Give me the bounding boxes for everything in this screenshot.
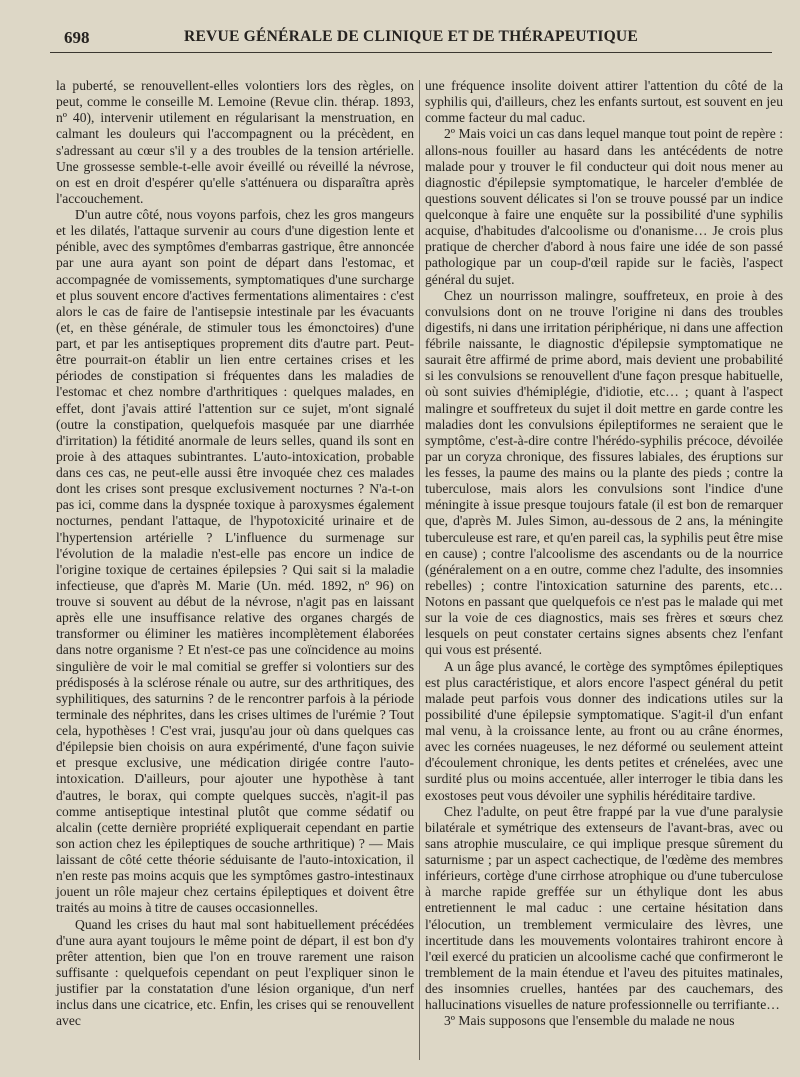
paragraph: une fréquence insolite doivent attirer l'attention du côté de la syphilis qui, d'ailleurs, chez les enfants surtout, est souvent en jeu comme facteur du mal caduc.	[425, 78, 783, 126]
running-title: REVUE GÉNÉRALE DE CLINIQUE ET DE THÉRAPEUTIQUE	[183, 28, 638, 45]
paragraph: Chez un nourrisson malingre, souffreteux, en proie à des convulsions dont on ne trouve l'origine ni dans des troubles digestifs, ni dans une irritation périphérique, ni dans une affection fébrile naissante, le diagnostic d'épilepsie symptomatique ne saurait être affirmé de prime abord, mais devient une probabilité si les convulsions se renouvellent d'une façon presque habituelle, où sont suivies d'hémiplégie, d'idiotie, etc… ; quant à l'aspect malingre et souffreteux du sujet il doit mettre en garde contre les maladies dont les convulsions épileptiformes ne seraient que le symptôme, c'est-à-dire contre l'hérédo-syphilis précoce, dévoilée par un coryza chronique, des fissures labiales, des éruptions sur les fesses, la paume des mains ou la plante des pieds ; contre la tuberculose, mais alors les convulsions sont l'indice d'une méningite à issue presque toujours fatale (il est bon de remarquer que, d'après M. Jules Simon, au-dessous de 2 ans, la méningite tuberculeuse est rare, et qu'en pareil cas, la syphilis peut être mise en cause) ; contre l'alcoolisme des ascendants ou de la nourrice (généralement on a en outre, comme chez l'adulte, des insomnies rebelles) ; contre l'intoxication saturnine des parents, etc… Notons en passant que quelquefois ce n'est pas le malade qui met sur la voie de ces diagnostics, mais ses frères et sœurs chez lesquels on peut constater certains signes absents chez l'enfant qui vous est présenté.	[425, 287, 783, 658]
paragraph: A un âge plus avancé, le cortège des symptômes épileptiques est plus caractéristique, et alors encore l'aspect général du petit malade peut parfois vous donner des indications utiles sur la possibilité d'une épilepsie symptomatique. S'agit-il d'un enfant mal venu, à la croissance lente, au front ou au crâne énormes, avec les cornées nuageuses, le nez déformé ou seulement atteint d'écoulement chronique, les dents petites et crénelées, avec une surdité plus ou moins accentuée, aller interroger le tibia dans les exostoses peut vous dévoiler une syphilis héréditaire tardive.	[425, 658, 783, 803]
left-column	[56, 78, 414, 1029]
paragraph: Chez l'adulte, on peut être frappé par la vue d'une paralysie bilatérale et symétrique des extenseurs de l'avant-bras, avec ou sans atrophie musculaire, ce qui implique presque sûrement du saturnisme ; par un aspect cachectique, de l'œdème des membres inférieurs, cortège d'une cirrhose atrophique ou d'une tuberculose à marche rapide greffée sur un éthylique dont les abus entretiennent le mal caduc : une certaine hésitation dans l'élocution, un tremblement vermiculaire des lèvres, une incertitude dans les mouvements volontaires trahiront encore à l'œil exercé du praticien un alcoolisme caché que confirmeront le tremblement de la main étendue et l'aveu des pituites matinales, des insomnies cruelles, hantées par des cauchemars, des hallucinations visuelles de nature professionnelle ou terrifiante…	[425, 803, 783, 1013]
page-header	[50, 26, 772, 53]
paragraph: la puberté, se renouvellent-elles volontiers lors des règles, on peut, comme le conseille M. Lemoine (Revue clin. thérap. 1893, nº 40), intervenir utilement en régularisant la menstruation, en calmant les douleurs qui l'accompagnent ou la précèdent, en s'adressant au cœur s'il y a des troubles de la tension artérielle. Une grossesse semble-t-elle avoir éveillé ou réveillé la névrose, on est en droit d'espérer qu'elle s'atténuera ou disparaîtra après l'accouchement.	[56, 78, 414, 206]
paragraph: 3º Mais supposons que l'ensemble du malade ne nous	[444, 1013, 735, 1029]
paragraph: D'un autre côté, nous voyons parfois, chez les gros mangeurs et les dilatés, l'attaque survenir au cours d'une digestion lente et pénible, avec des symptômes d'embarras gastrique, être annoncée par une aura ayant son point de départ dans l'estomac, et accompagnée de vomissements, symptomatiques d'une surcharge et plus souvent encore d'actives fermentations alimentaires : c'est alors le cas de faire de l'antisepsie intestinale par les évacuants (et, en thèse générale, de stimuler tous les émonctoires) d'une part, et par les antiseptiques proprement dits d'autre part. Peut-être pourrait-on établir un lien entre certaines crises et les périodes de constipation si fréquentes dans les maladies de l'estomac et chez nombre d'arthritiques : quelques malades, en effet, dont j'avais attiré l'attention sur ce sujet, m'ont signalé (outre la constipation, quelquefois masquée par une diarrhée d'irritation) la fétidité anormale de leurs selles, quand ils sont en proie à des attaques subintrantes. L'auto-intoxication, probable dans ces cas, ne peut-elle aussi être invoquée chez ces malades dont les crises sont presque exclusivement nocturnes ? N'a-t-on pas ici, comme dans la dyspnée toxique à paroxysmes également nocturnes, pendant l'attaque, de l'hypotoxicité urinaire et de l'hypertension artérielle ? L'influence du surmenage sur l'évolution de la maladie n'est-elle pas encore un indice de l'origine toxique de certaines épilepsies ? Qui sait si la maladie infectieuse, que d'après M. Marie (Un. méd. 1892, nº 96) on trouve si souvent au début de la névrose, n'agit pas en laissant après elle une insuffisance relative des organes chargés de transformer ou éliminer les matières incomplètement élaborées dans notre organisme ? Et n'est-ce pas une coïncidence au moins singulière de voir le mal comitial se greffer si volontiers sur des prédisposés à la sclérose rénale ou autre, sur des arthritiques, des syphilitiques, des saturnins ? de le rencontrer parfois à la période terminale des néphrites, dans les crises ultimes de l'urémie ? Tout cela, hypothèses ! C'est vrai, jusqu'au jour où dans quelques cas d'épilepsie bien choisis on aura expérimenté, d'une façon suivie et presque exclusive, une médication dirigée contre l'auto-intoxication. D'ailleurs, pour ajouter une hypothèse à tant d'autres, le borax, qui compte quelques succès, n'agit-il pas comme antiseptique intestinal plutôt que comme sédatif ou alcalin (cette dernière propriété expliquerait cependant en partie son action chez les épileptiques de souche arthritique) ? — Mais laissant de côté cette théorie séduisante de l'auto-intoxication, il n'en reste pas moins acquis que les symptômes gastro-intestinaux jouent un rôle majeur chez certains épileptiques et doivent être traités au moins à titre de causes occasionnelles.	[56, 207, 414, 916]
paragraph: Quand les crises du haut mal sont habituellement précédées d'une aura ayant toujours le même point de départ, il est bon d'y prêter attention, bien que l'on en trouve rarement une raison suffisante : quelquefois cependant on peut l'expliquer sinon le justifier par la constatation d'une lésion organique, d'un nerf inclus dans une cicatrice, etc. Enfin, les crises qui se renouvellent avec	[56, 916, 414, 1029]
page-number: 698	[64, 28, 90, 47]
right-column	[425, 78, 783, 1029]
paragraph: 2º Mais voici un cas dans lequel manque tout point de repère : allons-nous fouiller au hasard dans les antécédents de notre malade pour y trouver le fil conducteur qui doit nous mener au diagnostic d'épilepsie symptomatique, le harceler d'emblée de questions souvent délicates si l'on se trouve poussé par un indice quelconque à faire une enquête sur la possibilité d'une syphilis acquise, d'habitudes d'alcoolisme ou d'onanisme… Je crois plus pratique de chercher d'abord à nous faire une idée de son passé pathologique par un coup-d'œil rapide sur le faciès, l'aspect général du sujet.	[425, 126, 783, 287]
column-divider	[419, 80, 420, 1060]
